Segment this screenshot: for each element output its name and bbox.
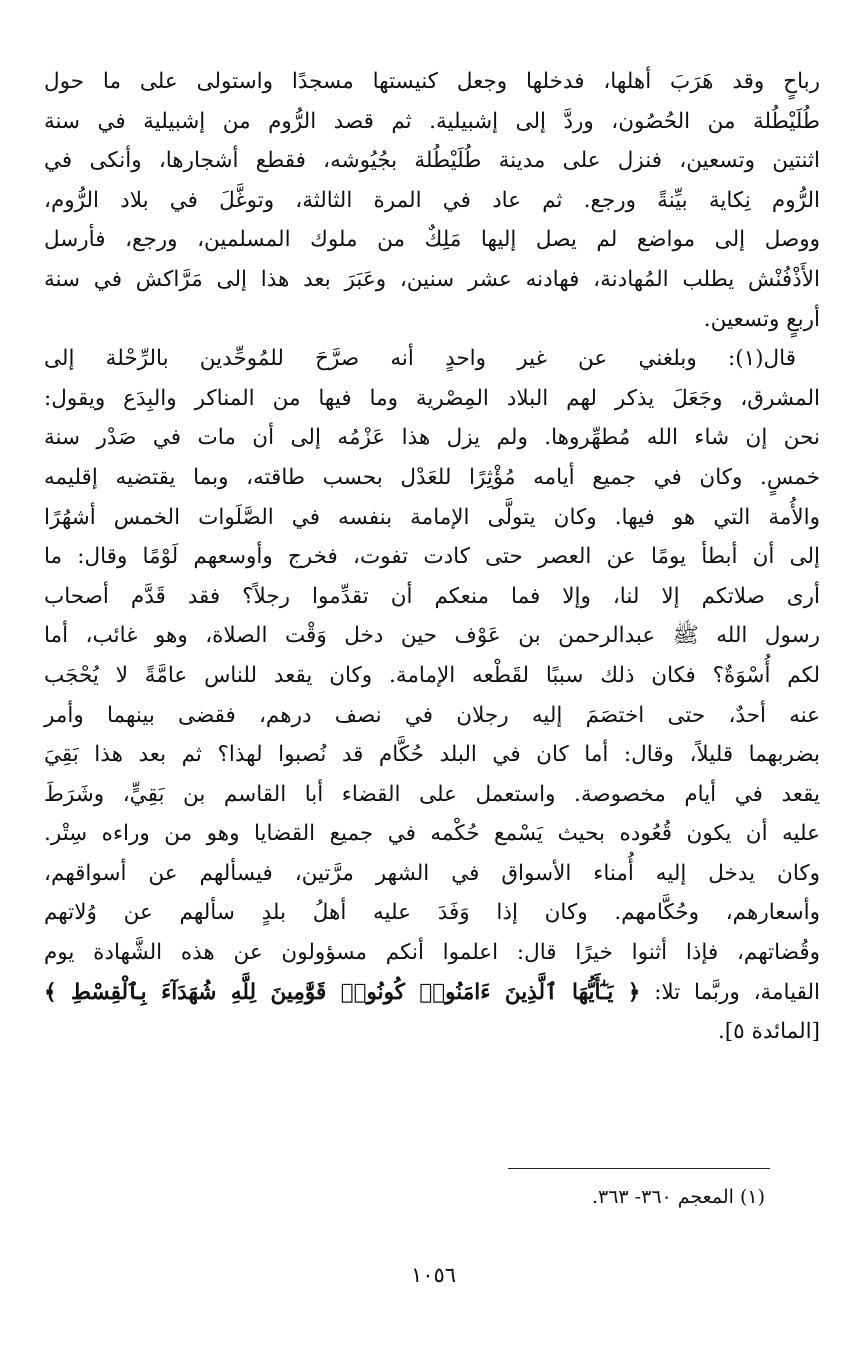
quran-verse: ﴿ يَـٰٓأَيُّهَا ٱلَّذِينَ ءَامَنُوا۟ كُونُوا۟ قَوَّٰمِينَ لِلَّهِ شُهَدَآءَ بِٱلْقِسْطِ ﴾ xyxy=(44,979,641,1005)
text-line: رباحٍ وقد هَرَبَ أهلها، فدخلها وجعل كنيستها مسجدًا واستولى على ما حول xyxy=(44,69,820,94)
text-line: لكم أُسْوَةٌ؟ فكان ذلك سببًا لقَطْعه الإمامة. وكان يقعد للناس عامَّةً لا يُحْجَب xyxy=(44,662,820,688)
text-line: والأُمة التي هو فيها. وكان يتولَّى الإمامة بنفسه في الصَّلَوات الخمس أشهُرًا xyxy=(44,504,820,530)
quran-reference: [المائدة ٥]. xyxy=(717,1019,820,1045)
text-line: إلى أن أبطأ يومًا عن العصر حتى كادت تفوت، فخرج وأوسعهم لَوْمًا وقال: ما xyxy=(44,544,820,570)
text-line: وأسعارهم، وحُكَّامهم. وكان إذا وَفَدَ عليه أهلُ بلدٍ سألهم عن وُلاتهم xyxy=(44,900,820,926)
page-body xyxy=(44,62,820,1052)
text-line: قال(١): وبلغني عن غير واحدٍ أنه صرَّحَ للمُوحِّدين بالرِّحْلة إلى xyxy=(44,346,796,372)
paragraph-1 xyxy=(44,62,820,339)
text-line: المشرق، وجَعَلَ يذكر لهم البلاد المِصْرية وما فيها من المناكر والبِدَع ويقول: xyxy=(44,385,820,411)
text-line: الرُّوم نِكاية بيِّنةً ورجع. ثم عاد في المرة الثالثة، وتوغَّلَ في بلاد الرُّوم، xyxy=(44,187,820,213)
text-line: يقعد في أيام مخصوصة. واستعمل على القضاء أبا القاسم بن بَقِيٍّ، وشَرَطَ xyxy=(44,781,820,807)
quran-line-prefix: القيامة، وربَّما تلا: xyxy=(640,979,820,1005)
text-line: عليه أن يكون قُعُوده بحيث يَسْمع حُكْمه في جميع القضايا وهو من وراءه سِتْر. xyxy=(44,821,820,847)
text-line: بضربهما قليلاً، وقال: أما كان في البلد حُكَّام قد نُصبوا لهذا؟ ثم بعد هذا بَقِيَ xyxy=(44,742,820,768)
text-line: وقُضاتهم، فإذا أثنوا خيرًا قال: اعلموا أنكم مسؤولون عن هذه الشَّهادة يوم xyxy=(44,940,820,966)
footnote: (١) المعجم ٣٦٠- ٣٦٣. xyxy=(591,1186,765,1208)
text-line: نحن إن شاء الله مُطهِّروها. ولم يزل هذا عَزْمُه إلى أن مات في صَدْر سنة xyxy=(44,425,820,451)
text-line: رسول الله ﷺ عبدالرحمن بن عَوْف حين دخل وَقْت الصلاة، وهو غائب، أما xyxy=(44,623,820,649)
text-line: أربعٍ وتسعين. xyxy=(703,306,820,332)
text-line: ووصل إلى مواضع لم يصل إليها مَلِكٌ من ملوك المسلمين، ورجع، فأرسل xyxy=(44,227,820,253)
text-line: الأَذْفُنْش يطلب المُهادنة، فهادنه عشر سنين، وعَبَرَ بعد هذا إلى مَرَّاكش في سنة xyxy=(44,266,820,292)
text-line: اثنتين وتسعين، فنزل على مدينة طُلَيْطُلة بجُيُوشه، فقطع أشجارها، وأنكى في xyxy=(44,148,820,174)
text-line: طُلَيْطُلة من الحُصُون، وردَّ إلى إشبيلية. ثم قصد الرُّوم من إشبيلية في سنة xyxy=(44,108,820,134)
text-line: عنه أحدٌ، حتى اختصَمَ إليه رجلان في نصف درهم، فقضى بينهما وأمر xyxy=(44,702,820,728)
text-line: وكان يدخل إليه أُمناء الأسواق في الشهر مرَّتين، فيسألهم عن أسواقهم، xyxy=(44,860,820,886)
footnote-divider xyxy=(508,1168,770,1169)
text-line: خمسٍ. وكان في جميع أيامه مُؤْثِرًا للعَدْل بحسب طاقته، وبما يقتضيه إقليمه xyxy=(44,464,820,490)
paragraph-2 xyxy=(44,339,820,1052)
quran-line xyxy=(44,973,820,1013)
text-line: أرى صلاتكم إلا لنا، وإلا فما منعكم أن تقدِّموا رجلاً؟ فقد قَدَّم أصحاب xyxy=(44,583,820,609)
page-number: ١٠٥٦ xyxy=(410,1263,457,1287)
